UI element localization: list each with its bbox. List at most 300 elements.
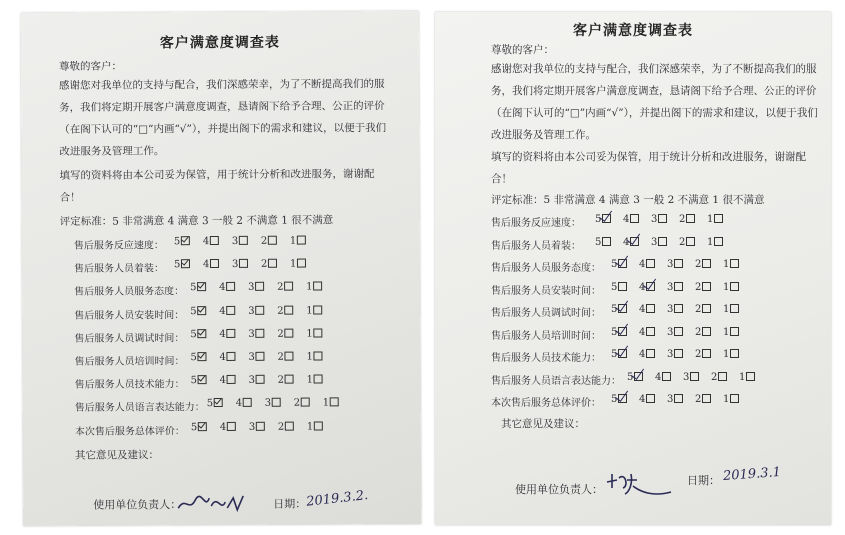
checked-checkbox-icon[interactable] [198,306,207,315]
checkbox-icon[interactable] [658,237,667,246]
rating-option-number: 2 [695,326,702,338]
rating-option-4[interactable] [220,422,236,433]
handwritten-date: 2019.3.1 [722,464,782,485]
checkbox-icon[interactable] [301,398,310,407]
checkbox-icon[interactable] [314,328,323,337]
rating-option-5[interactable] [611,394,627,405]
checked-checkbox-icon[interactable] [198,375,207,384]
rating-option-5[interactable] [611,327,627,338]
checkbox-icon[interactable] [718,372,727,381]
rating-option-number: 5 [611,394,618,405]
checkbox-icon[interactable] [227,329,236,338]
checkbox-icon[interactable] [314,421,323,430]
checkbox-icon[interactable] [646,327,655,336]
rating-option-3[interactable] [248,305,264,316]
rating-row [491,282,831,296]
checkbox-icon[interactable] [674,282,683,291]
rating-row-label: 售后服务人员调试时间： [491,308,601,319]
rating-option-3[interactable] [667,394,683,405]
checked-checkbox-icon[interactable] [181,259,190,268]
checkbox-icon[interactable] [646,304,655,313]
rating-option-3[interactable] [249,375,265,386]
rating-option-number: 3 [667,304,674,315]
rating-row [491,237,831,251]
rating-option-number: 1 [306,281,313,293]
rating-option-number: 3 [667,394,674,405]
checkbox-icon[interactable] [618,282,627,291]
rating-option-number: 4 [623,236,630,248]
checkbox-icon[interactable] [686,237,695,246]
checkbox-icon[interactable] [602,237,611,246]
survey-title: 客户满意度调查表 [573,23,693,39]
rating-option-2[interactable] [679,214,695,225]
rating-option-number: 2 [679,214,686,225]
checkbox-icon[interactable] [285,328,294,337]
rating-option-number: 5 [190,375,197,387]
rating-option-4[interactable] [623,214,639,225]
rating-row-label: 售后服务人员技术能力： [74,379,185,391]
rating-option-5[interactable] [611,282,627,293]
rating-option-4[interactable] [639,327,655,338]
checkbox-icon[interactable] [702,349,711,358]
rating-option-1[interactable] [723,327,739,338]
rating-row [74,258,421,274]
rating-option-number: 3 [651,214,658,225]
rating-option-5[interactable] [174,259,190,270]
checkbox-icon[interactable] [227,306,236,315]
rating-row [491,304,831,318]
rating-option-4[interactable] [203,236,219,247]
checkbox-icon[interactable] [658,214,667,223]
rating-row [491,372,831,386]
checkbox-icon[interactable] [227,352,236,361]
rating-option-2[interactable] [261,236,277,247]
rating-row [491,349,831,363]
rating-option-4[interactable] [639,394,655,405]
checkbox-icon[interactable] [314,351,323,360]
checkbox-icon[interactable] [210,236,219,245]
rating-option-number: 5 [173,259,181,271]
rating-option-number: 1 [707,236,714,248]
rating-row-label: 本次售后服务总体评价： [74,425,185,438]
checkbox-icon[interactable] [690,372,699,381]
checkbox-icon[interactable] [314,375,323,384]
rating-row [74,351,421,367]
rating-option-number: 1 [306,351,313,363]
rating-option-number: 3 [248,282,255,294]
rating-row-label: 售后服务人员服务态度： [74,286,185,299]
rating-option-1[interactable] [307,421,323,432]
rating-option-number: 4 [219,351,226,364]
checkbox-icon[interactable] [630,214,639,223]
rating-option-3[interactable] [232,259,248,270]
rating-option-3[interactable] [265,398,281,409]
rating-option-1[interactable] [723,394,739,405]
other-comments-label: 其它意见及建议： [74,449,160,462]
rating-option-1[interactable] [707,214,723,225]
rating-option-number: 5 [190,352,197,364]
rating-option-3[interactable] [249,421,265,432]
rating-option-number: 1 [739,371,746,383]
rating-option-1[interactable] [723,304,739,315]
privacy-paragraph: 填写的资料将由本公司妥为保管，用于统计分析和改进服务，谢谢配合！ [59,168,375,204]
rating-option-3[interactable] [248,352,264,363]
rating-option-number: 4 [639,326,646,338]
rating-option-1[interactable] [323,398,339,409]
rating-option-number: 1 [723,281,730,293]
rating-option-number: 4 [219,328,226,340]
checkbox-icon[interactable] [285,352,294,361]
rating-option-4[interactable] [639,282,655,293]
checkbox-icon[interactable] [730,282,739,291]
rating-option-number: 4 [639,349,646,360]
rating-option-2[interactable] [277,282,293,293]
rating-option-number: 2 [695,281,702,293]
rating-option-1[interactable] [290,236,306,247]
rating-option-number: 2 [695,349,702,360]
checked-checkbox-icon[interactable] [214,398,223,407]
checkbox-icon[interactable] [702,259,711,268]
checkbox-icon[interactable] [702,282,711,291]
rating-row-label: 售后服务人员安装时间： [491,285,601,297]
rating-option-1[interactable] [306,328,322,339]
rating-row-label: 售后服务人员培训时间： [74,356,185,368]
rating-option-4[interactable] [219,282,235,293]
rating-row [75,397,422,413]
rating-option-4[interactable] [655,372,671,383]
rating-option-number: 5 [627,371,634,383]
rating-option-2[interactable] [278,375,294,386]
other-comments-label: 其它意见及建议： [501,418,585,430]
rating-option-number: 4 [219,421,227,433]
rating-option-3[interactable] [667,349,683,360]
rating-option-4[interactable] [220,375,236,386]
checked-checkbox-icon[interactable] [197,282,206,291]
rating-option-1[interactable] [707,237,723,248]
checkbox-icon[interactable] [285,305,294,314]
rating-row [75,374,422,390]
checked-checkbox-icon[interactable] [198,352,207,361]
checkbox-icon[interactable] [284,282,293,291]
checkbox-icon[interactable] [239,236,248,245]
rating-row-label: 售后服务反应速度： [73,240,164,252]
survey-title: 客户满意度调查表 [159,34,280,52]
rating-option-3[interactable] [667,259,683,270]
checkbox-icon[interactable] [714,214,723,223]
rating-option-number: 3 [264,398,272,410]
rating-option-4[interactable] [623,237,639,248]
privacy-paragraph: 填写的资料将由本公司妥为保管，用于统计分析和改进服务，谢谢配合！ [491,151,806,185]
rating-option-number: 4 [219,305,226,317]
rating-option-5[interactable] [611,259,627,270]
rating-row-label: 售后服务人员培训时间： [491,330,601,342]
rating-option-number: 1 [306,421,314,433]
rating-row-label: 售后服务人员服务态度： [491,263,601,274]
rating-row [491,259,831,273]
checkbox-icon[interactable] [285,375,294,384]
rating-option-2[interactable] [695,394,711,405]
checkbox-icon[interactable] [730,304,739,313]
checkbox-icon[interactable] [272,398,281,407]
checked-checkbox-icon[interactable] [181,236,190,245]
rating-option-5[interactable] [595,214,611,225]
checkbox-icon[interactable] [674,259,683,268]
rating-option-number: 4 [219,282,226,294]
rating-option-4[interactable] [639,304,655,315]
rating-option-number: 2 [277,374,284,386]
rating-row [74,235,422,251]
rating-option-number: 5 [206,398,214,410]
handwritten-signature [175,490,245,516]
rating-option-3[interactable] [651,214,667,225]
checkbox-icon[interactable] [730,259,739,268]
rating-option-number: 2 [277,328,284,340]
rating-row-label: 售后服务人员着装： [491,240,581,252]
rating-standard: 评定标准：5 非常满意 4 满意 3 一般 2 不满意 1 很不满意 [491,194,765,206]
rating-option-3[interactable] [667,282,683,293]
salutation: 尊敬的客户： [491,44,554,56]
checkbox-icon[interactable] [256,305,265,314]
rating-option-2[interactable] [695,304,711,315]
handwritten-signature [603,470,673,500]
checked-checkbox-icon[interactable] [198,329,207,338]
checkbox-icon[interactable] [227,422,236,431]
rating-option-number: 3 [248,421,256,433]
rating-row-label: 售后服务人员安装时间： [74,309,185,322]
rating-option-number: 4 [639,259,646,270]
rating-option-4[interactable] [639,349,655,360]
checkbox-icon[interactable] [662,372,671,381]
rating-option-1[interactable] [306,305,322,316]
rating-option-1[interactable] [290,259,306,270]
rating-option-number: 3 [667,349,674,360]
rating-option-2[interactable] [277,352,293,363]
rating-option-number: 2 [679,236,686,248]
rating-option-4[interactable] [219,329,235,340]
rating-option-number: 2 [711,371,718,383]
rating-option-number: 2 [260,235,268,247]
rating-option-5[interactable] [190,352,206,363]
checkbox-icon[interactable] [702,304,711,313]
rating-option-4[interactable] [219,306,235,317]
checkbox-icon[interactable] [674,304,683,313]
rating-option-number: 4 [639,281,646,293]
rating-option-4[interactable] [639,259,655,270]
rating-option-3[interactable] [248,282,264,293]
rating-row-label: 售后服务人员语言表达能力： [491,375,621,387]
checkbox-icon[interactable] [226,282,235,291]
checkbox-icon[interactable] [239,259,248,268]
rating-option-number: 5 [190,328,197,340]
checkbox-icon[interactable] [313,282,322,291]
intro-paragraph: 感谢您对我单位的支持与配合，我们深感荣幸，为了不断提高我们的服务，我们将定期开展客户满意度调查，恳请阁下给予合理、公正的评价（在阁下认可的“□”内画“√”），并提出阁下的需求和建议，以便于我们改进服务及管理工作。 [491,63,818,141]
intro-paragraph: 感谢您对我单位的支持与配合，我们深感荣幸，为了不断提高我们的服务，我们将定期开展客户满意度调查，恳请阁下给予合理、公正的评价（在阁下认可的“□”内画“√”），并提出阁下的需求和建议，以便于我们改进服务及管理工作。 [59,78,387,158]
checkbox-icon[interactable] [330,398,339,407]
rating-option-4[interactable] [236,398,252,409]
rating-option-1[interactable] [723,282,739,293]
rating-option-5[interactable] [190,282,206,293]
salutation: 尊敬的客户： [58,60,122,73]
rating-option-2[interactable] [695,282,711,293]
rating-option-2[interactable] [277,328,293,339]
rating-option-number: 3 [231,259,239,271]
rating-option-2[interactable] [277,305,293,316]
checkbox-icon[interactable] [297,259,306,268]
rating-option-4[interactable] [203,259,219,270]
rating-option-number: 4 [639,304,646,315]
rating-option-3[interactable] [683,372,699,383]
rating-option-2[interactable] [711,372,727,383]
rating-option-number: 2 [695,259,702,270]
checkbox-icon[interactable] [314,305,323,314]
checkbox-icon[interactable] [255,282,264,291]
checkbox-icon[interactable] [674,349,683,358]
rating-option-3[interactable] [667,327,683,338]
rating-option-number: 3 [248,375,255,387]
rating-option-number: 5 [611,259,618,270]
rating-option-number: 3 [667,259,674,270]
rating-option-2[interactable] [695,349,711,360]
checkbox-icon[interactable] [210,259,219,268]
checkbox-icon[interactable] [297,236,306,245]
checkbox-icon[interactable] [256,329,265,338]
checkbox-icon[interactable] [256,375,265,384]
rating-option-number: 2 [277,421,285,433]
rating-option-number: 1 [723,394,730,405]
rating-option-number: 1 [306,305,313,317]
signer-label: 使用单位负责人： [515,483,603,496]
checkbox-icon[interactable] [256,352,265,361]
rating-option-1[interactable] [739,372,755,383]
rating-option-number: 5 [595,214,602,225]
rating-row [74,304,421,320]
rating-option-2[interactable] [679,237,695,248]
rating-option-5[interactable] [611,349,627,360]
rating-row [75,420,422,436]
rating-option-3[interactable] [667,304,683,315]
checkbox-icon[interactable] [243,398,252,407]
rating-option-2[interactable] [294,398,310,409]
checkbox-icon[interactable] [646,349,655,358]
rating-option-number: 5 [595,236,602,248]
rating-option-number: 5 [611,304,618,315]
checked-checkbox-icon[interactable] [198,422,207,431]
rating-option-number: 1 [306,328,313,340]
rating-option-1[interactable] [306,282,322,293]
checkbox-icon[interactable] [674,327,683,336]
rating-row-label: 售后服务人员语言表达能力： [74,402,205,415]
signer-label: 使用单位负责人： [93,498,182,512]
rating-option-4[interactable] [219,352,235,363]
rating-option-5[interactable] [611,304,627,315]
rating-option-1[interactable] [307,375,323,386]
rating-option-3[interactable] [248,329,264,340]
checkbox-icon[interactable] [227,375,236,384]
rating-option-2[interactable] [278,421,294,432]
rating-option-number: 1 [723,326,730,338]
checkbox-icon[interactable] [646,259,655,268]
rating-option-number: 5 [190,282,197,294]
rating-standard: 评定标准：5 非常满意 4 满意 3 一般 2 不满意 1 很不满意 [59,214,334,228]
rating-option-5[interactable] [190,329,206,340]
rating-option-number: 1 [289,258,297,270]
rating-option-number: 4 [219,375,226,387]
rating-option-number: 4 [655,371,662,383]
checkbox-icon[interactable] [686,214,695,223]
rating-option-2[interactable] [695,259,711,270]
checkbox-icon[interactable] [256,421,265,430]
rating-option-number: 1 [723,259,730,270]
rating-row-label: 本次售后服务总体评价： [491,398,601,409]
rating-option-number: 5 [190,421,198,433]
date-label: 日期： [273,497,307,511]
rating-row [491,394,831,408]
rating-option-5[interactable] [191,422,207,433]
checkbox-icon[interactable] [285,421,294,430]
rating-option-number: 2 [277,351,284,363]
rating-option-5[interactable] [190,306,206,317]
checkbox-icon[interactable] [674,394,683,403]
rating-row [491,214,831,228]
rating-option-number: 1 [723,304,730,315]
survey-sheet-right [435,12,831,525]
rating-row [74,328,421,344]
survey-sheet-left [21,11,422,526]
rating-option-number: 5 [611,349,618,360]
rating-option-3[interactable] [651,237,667,248]
rating-option-3[interactable] [232,236,248,247]
rating-option-5[interactable] [174,236,190,247]
checkbox-icon[interactable] [268,259,277,268]
checkbox-icon[interactable] [702,394,711,403]
rating-option-number: 5 [173,236,181,248]
rating-option-number: 3 [248,305,255,317]
checkbox-icon[interactable] [746,372,755,381]
rating-option-number: 1 [322,397,330,409]
rating-option-number: 1 [723,349,730,360]
handwritten-date: 2019.3.2. [305,488,369,510]
rating-option-1[interactable] [723,259,739,270]
rating-option-number: 5 [611,326,618,338]
rating-option-number: 3 [248,328,255,340]
rating-option-5[interactable] [627,372,643,383]
rating-option-2[interactable] [695,327,711,338]
checkbox-icon[interactable] [268,236,277,245]
rating-option-number: 4 [202,236,210,248]
rating-option-5[interactable] [595,237,611,248]
rating-option-2[interactable] [261,259,277,270]
rating-option-number: 3 [667,281,674,293]
rating-option-1[interactable] [306,351,322,362]
checkbox-icon[interactable] [702,327,711,336]
rating-option-5[interactable] [207,398,223,409]
checkbox-icon[interactable] [714,237,723,246]
rating-option-5[interactable] [191,375,207,386]
rating-option-number: 2 [695,394,702,405]
checkbox-icon[interactable] [730,349,739,358]
rating-option-1[interactable] [723,349,739,360]
rating-row-label: 售后服务反应速度： [491,218,581,229]
rating-option-number: 3 [248,351,255,363]
rating-row-label: 售后服务人员技术能力： [491,353,601,364]
checkbox-icon[interactable] [730,327,739,336]
checkbox-icon[interactable] [646,394,655,403]
rating-row-label: 售后服务人员着装： [73,263,165,275]
rating-option-number: 5 [611,281,618,293]
rating-option-number: 3 [231,235,239,247]
checkbox-icon[interactable] [730,394,739,403]
rating-option-number: 4 [202,259,210,271]
